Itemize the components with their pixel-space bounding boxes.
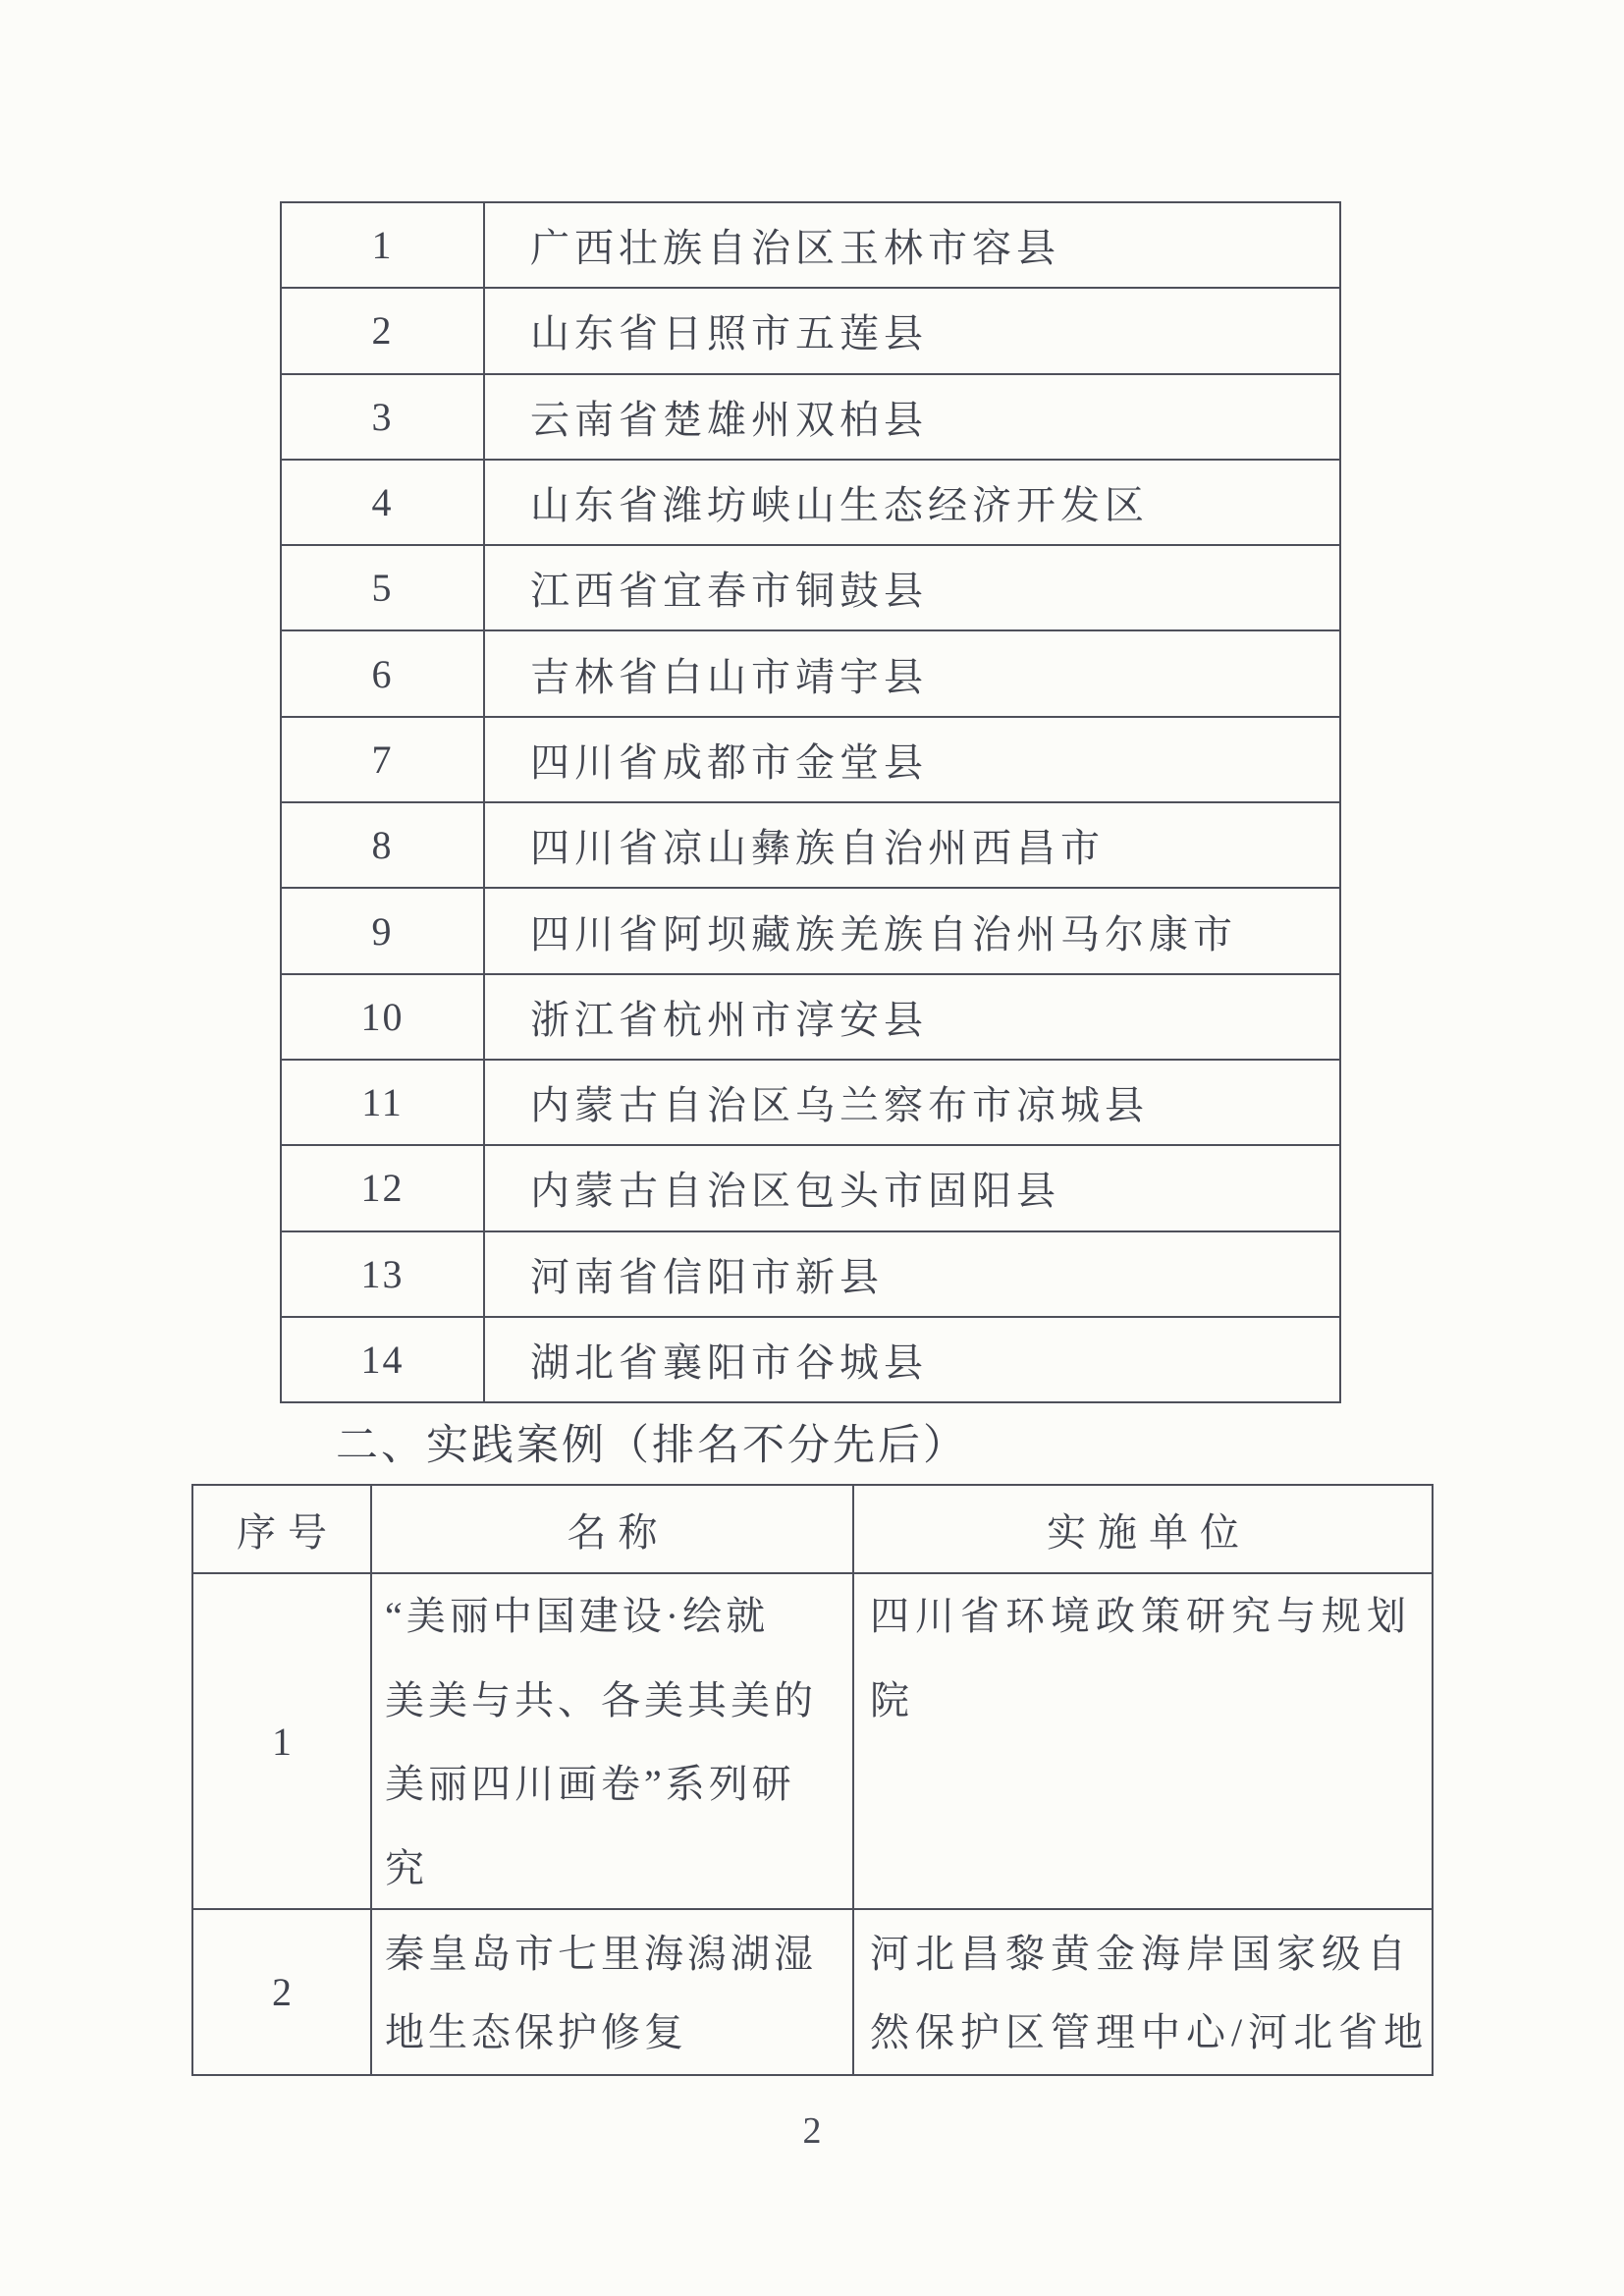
row-number-cell: 5 [282, 546, 485, 631]
row-number-cell: 4 [282, 461, 485, 546]
table-row [193, 1910, 1434, 2076]
row-number-cell: 8 [282, 803, 485, 889]
table-row [282, 803, 1341, 889]
header-label: 序号 [237, 1509, 339, 1555]
row-number-cell: 6 [282, 631, 485, 717]
implementing-unit-cell [854, 1574, 1434, 1910]
text-line: “美丽中国建设·绘就 [385, 1594, 770, 1638]
header-cell-unit [854, 1486, 1434, 1574]
region-name-cell: 内蒙古自治区包头市固阳县 [485, 1146, 1341, 1231]
table-row [282, 1232, 1341, 1318]
row-number-cell: 2 [282, 289, 485, 374]
row-number-cell: 13 [282, 1232, 485, 1318]
table-header-row [193, 1486, 1434, 1574]
row-number-cell: 12 [282, 1146, 485, 1231]
region-name-cell: 四川省阿坝藏族羌族自治州马尔康市 [485, 889, 1341, 974]
table-row [193, 1574, 1434, 1910]
table-row [282, 889, 1341, 974]
text-line: 院 [870, 1677, 915, 1722]
section-heading: 二、实践案例（排名不分先后） [336, 1423, 968, 1469]
region-name-cell: 广西壮族自治区玉林市容县 [485, 203, 1341, 289]
text-line: 秦皇岛市七里海潟湖湿 [385, 1932, 817, 1976]
text-line: 四川省环境政策研究与规划 [870, 1594, 1412, 1638]
table-row [282, 631, 1341, 717]
text-line: 河北昌黎黄金海岸国家级自 [870, 1932, 1412, 1976]
implementing-unit-cell [854, 1910, 1434, 2076]
practice-cases-table [191, 1484, 1434, 2076]
row-number-cell: 10 [282, 975, 485, 1061]
text-line: 然保护区管理中心/河北省地 [870, 2010, 1430, 2054]
header-label: 名称 [567, 1509, 670, 1555]
row-number-cell: 1 [193, 1574, 372, 1910]
region-name-cell: 吉林省白山市靖宇县 [485, 631, 1341, 717]
region-name-cell: 四川省成都市金堂县 [485, 718, 1341, 803]
region-name-cell: 江西省宜春市铜鼓县 [485, 546, 1341, 631]
header-cell-no [193, 1486, 372, 1574]
region-name-cell: 山东省日照市五莲县 [485, 289, 1341, 374]
row-number-cell: 9 [282, 889, 485, 974]
row-number-cell: 7 [282, 718, 485, 803]
table-row [282, 975, 1341, 1061]
row-number-cell: 11 [282, 1061, 485, 1146]
table-row [282, 461, 1341, 546]
table-row [282, 718, 1341, 803]
table-row [282, 289, 1341, 374]
region-name-cell: 浙江省杭州市淳安县 [485, 975, 1341, 1061]
region-name-cell: 湖北省襄阳市谷城县 [485, 1318, 1341, 1403]
row-number-cell: 2 [193, 1910, 372, 2076]
county-list-table [280, 201, 1341, 1403]
region-name-cell: 河南省信阳市新县 [485, 1232, 1341, 1318]
region-name-cell: 四川省凉山彝族自治州西昌市 [485, 803, 1341, 889]
text-line: 究 [385, 1845, 428, 1890]
table-row [282, 1146, 1341, 1231]
table-row [282, 203, 1341, 289]
region-name-cell: 云南省楚雄州双柏县 [485, 375, 1341, 461]
text-line: 美丽四川画卷”系列研 [385, 1762, 795, 1806]
text-line: 地生态保护修复 [385, 2010, 687, 2054]
row-number-cell: 3 [282, 375, 485, 461]
region-name-cell: 内蒙古自治区乌兰察布市凉城县 [485, 1061, 1341, 1146]
table-row [282, 1061, 1341, 1146]
table-row [282, 375, 1341, 461]
row-number-cell: 1 [282, 203, 485, 289]
region-name-cell: 山东省潍坊峡山生态经济开发区 [485, 461, 1341, 546]
row-number-cell: 14 [282, 1318, 485, 1403]
header-label: 实施单位 [1047, 1509, 1251, 1555]
header-cell-name [372, 1486, 854, 1574]
page-number: 2 [802, 2110, 822, 2152]
table-row [282, 1318, 1341, 1403]
text-line: 美美与共、各美其美的 [385, 1677, 817, 1722]
case-name-cell [372, 1574, 854, 1910]
table-row [282, 546, 1341, 631]
case-name-cell [372, 1910, 854, 2076]
